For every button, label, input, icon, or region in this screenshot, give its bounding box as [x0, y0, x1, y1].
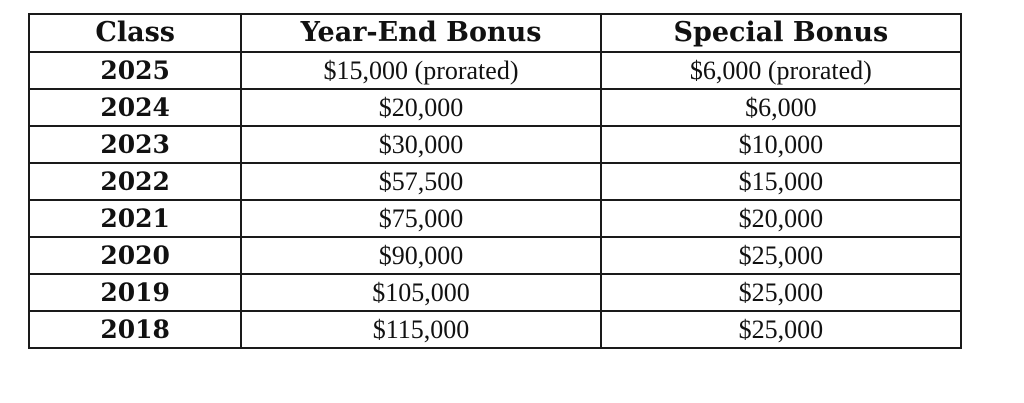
column-header-year-end-bonus: Year-End Bonus	[241, 14, 600, 52]
year-end-bonus-cell: $115,000	[241, 311, 600, 348]
class-year-cell: 2021	[29, 200, 241, 237]
special-bonus-cell: $25,000	[601, 311, 961, 348]
table-row	[29, 163, 961, 200]
class-year-cell: 2024	[29, 89, 241, 126]
special-bonus-cell: $20,000	[601, 200, 961, 237]
year-end-bonus-cell: $75,000	[241, 200, 600, 237]
year-end-bonus-cell: $105,000	[241, 274, 600, 311]
column-header-class: Class	[29, 14, 241, 52]
special-bonus-cell: $6,000 (prorated)	[601, 52, 961, 89]
table-row	[29, 89, 961, 126]
class-year-cell: 2022	[29, 163, 241, 200]
special-bonus-cell: $15,000	[601, 163, 961, 200]
table-row	[29, 200, 961, 237]
table-row	[29, 126, 961, 163]
special-bonus-cell: $25,000	[601, 274, 961, 311]
year-end-bonus-cell: $90,000	[241, 237, 600, 274]
table-row	[29, 237, 961, 274]
year-end-bonus-cell: $57,500	[241, 163, 600, 200]
class-year-cell: 2020	[29, 237, 241, 274]
class-year-cell: 2025	[29, 52, 241, 89]
class-year-cell: 2018	[29, 311, 241, 348]
class-year-cell: 2019	[29, 274, 241, 311]
table-header-row	[29, 14, 961, 52]
special-bonus-cell: $6,000	[601, 89, 961, 126]
special-bonus-cell: $25,000	[601, 237, 961, 274]
year-end-bonus-cell: $20,000	[241, 89, 600, 126]
year-end-bonus-cell: $30,000	[241, 126, 600, 163]
bonus-table	[28, 13, 962, 349]
table-row	[29, 311, 961, 348]
table-row	[29, 274, 961, 311]
table-row	[29, 52, 961, 89]
special-bonus-cell: $10,000	[601, 126, 961, 163]
class-year-cell: 2023	[29, 126, 241, 163]
column-header-special-bonus: Special Bonus	[601, 14, 961, 52]
year-end-bonus-cell: $15,000 (prorated)	[241, 52, 600, 89]
